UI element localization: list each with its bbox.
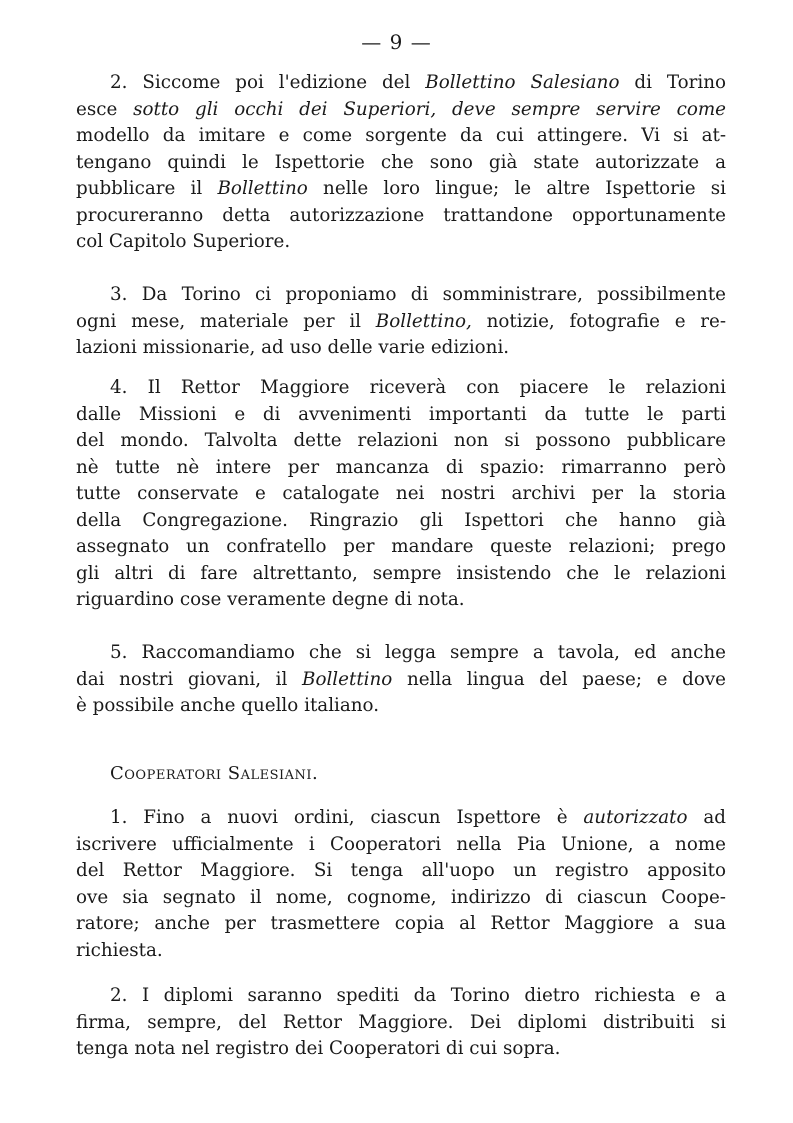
text-line: iscrivere ufficialmente i Cooperatori nella Pia Unione, a nome (76, 833, 726, 855)
paragraph (76, 805, 726, 964)
text-line: col Capitolo Superiore. (76, 231, 291, 252)
paragraph (76, 70, 726, 256)
text-line: 4. Il Rettor Maggiore riceverà con piacere le relazioni (110, 377, 726, 398)
text-line: lazioni missionarie, ad uso delle varie edizioni. (76, 337, 510, 358)
text-line: ogni mese, materiale per il Bollettino, notizie, fotografie e re- (76, 310, 727, 332)
section-title-text: Cooperatori Salesiani. (110, 763, 319, 784)
text-line: nè tutte nè intere per mancanza di spazio: rimarranno però (76, 456, 726, 478)
text-line: assegnato un confratello per mandare queste relazioni; prego (76, 536, 726, 557)
text-line: 1. Fino a nuovi ordini, ciascun Ispettore è autorizzato ad (110, 807, 726, 828)
text-line: procureranno detta autorizzazione trattandone opportunamente (76, 204, 726, 226)
text-line: gli altri di fare altrettanto, sempre insistendo che le relazioni (76, 562, 726, 584)
text-line: del mondo. Talvolta dette relazioni non si possono pubblicare (76, 430, 726, 451)
text-line: della Congregazione. Ringrazio gli Ispettori che hanno già (76, 509, 726, 531)
section-title (110, 763, 318, 784)
text-line: tenga nota nel registro dei Cooperatori di cui sopra. (76, 1038, 561, 1059)
text-line: 2. I diplomi saranno spediti da Torino dietro richiesta e a (110, 985, 726, 1006)
text-line: esce sotto gli occhi dei Superiori, deve sempre servire come (76, 98, 726, 120)
text-line: riguardino cose veramente degne di nota. (76, 589, 465, 610)
text-line: tutte conservate e catalogate nei nostri archivi per la storia (76, 483, 726, 504)
text-line: del Rettor Maggiore. Si tenga all'uopo un registro apposito (76, 860, 726, 881)
text-line: dai nostri giovani, il Bollettino nella lingua del paese; e dove (76, 668, 726, 690)
text-line: 5. Raccomandiamo che si legga sempre a tavola, ed anche (110, 642, 726, 663)
text-line: pubblicare il Bollettino nelle loro lingue; le altre Ispettorie si (76, 178, 727, 199)
paragraph (76, 640, 726, 720)
text-line: 2. Siccome poi l'edizione del Bollettino Salesiano di Torino (110, 72, 726, 93)
text-line: è possibile anche quello italiano. (76, 695, 380, 716)
page-number: — 9 — (361, 30, 432, 54)
paragraph (76, 282, 726, 362)
text-line: modello da imitare e come sorgente da cui attingere. Vi si at- (76, 125, 726, 146)
text-line: firma, sempre, del Rettor Maggiore. Dei diplomi distribuiti si (76, 1011, 726, 1033)
text-line: tengano quindi le Ispettorie che sono già state autorizzate a (76, 151, 726, 173)
paragraph (76, 375, 726, 614)
text-line: ove sia segnato il nome, cognome, indirizzo di ciascun Coope- (76, 886, 726, 908)
paragraph (76, 983, 726, 1063)
text-line: dalle Missioni e di avvenimenti importanti da tutte le parti (76, 403, 726, 425)
text-line: 3. Da Torino ci proponiamo di somministrare, possibilmente (110, 284, 726, 305)
text-line: ratore; anche per trasmettere copia al Rettor Maggiore a sua (76, 913, 726, 934)
text-line: richiesta. (76, 939, 163, 961)
